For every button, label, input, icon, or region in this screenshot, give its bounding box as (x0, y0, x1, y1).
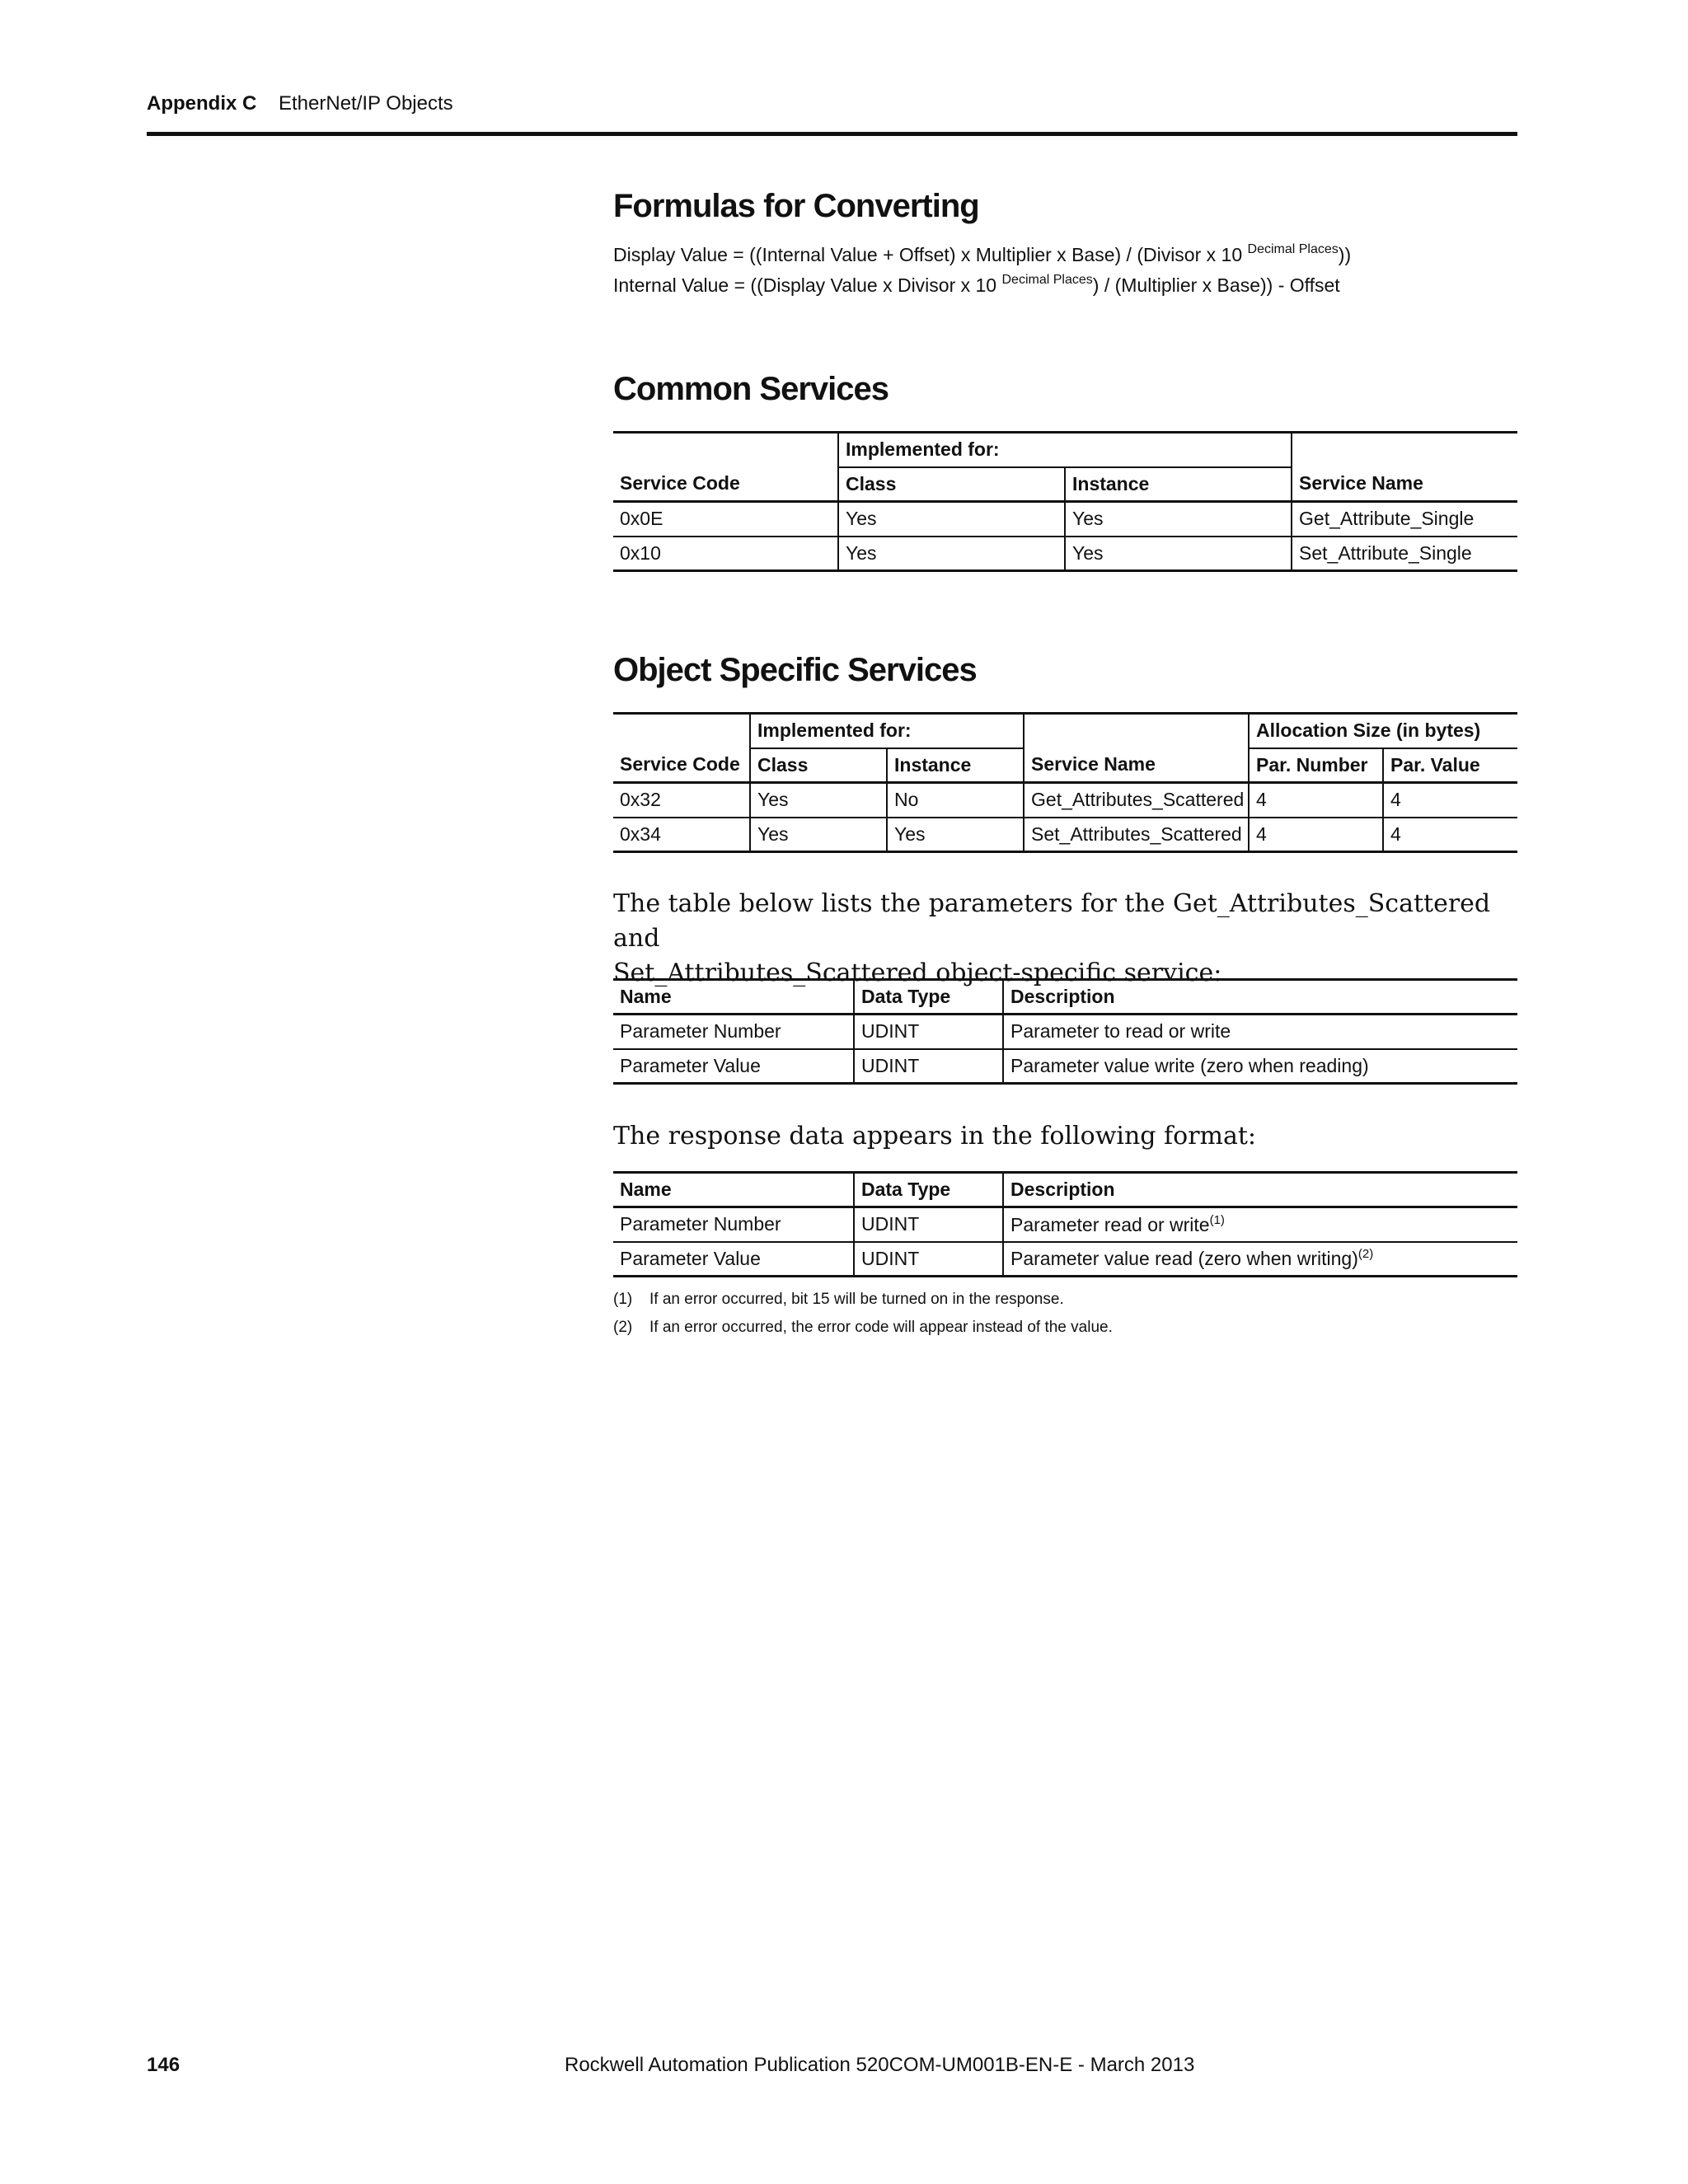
display-formula-post: )) (1338, 244, 1352, 265)
col-header-name: Name (613, 1173, 854, 1207)
response-table (613, 1171, 1517, 1277)
footnote-number: (2) (613, 1319, 633, 1336)
col-header-data-type: Data Type (854, 1173, 1003, 1207)
col-header-name: Name (613, 980, 854, 1015)
cell-description (1003, 1242, 1517, 1277)
internal-value-formula (613, 273, 1340, 297)
blank-cell (613, 433, 838, 467)
table-row (613, 818, 1517, 852)
cell-class: Yes (750, 818, 887, 852)
table-row (613, 1015, 1517, 1049)
blank-cell (1024, 714, 1249, 748)
col-header-service-name: Service Name (1292, 467, 1517, 502)
footnote-text: If an error occurred, the error code will appear instead of the value. (649, 1319, 1113, 1336)
col-header-description: Description (1003, 980, 1517, 1015)
cell-data-type: UDINT (854, 1242, 1003, 1277)
table-row (613, 1207, 1517, 1242)
cell-service-code: 0x32 (613, 783, 750, 818)
internal-formula-post: ) / (Multiplier x Base)) - Offset (1092, 274, 1340, 296)
cell-data-type: UDINT (854, 1207, 1003, 1242)
footnote-number: (1) (613, 1291, 633, 1308)
implemented-for-header: Implemented for: (750, 714, 1024, 748)
col-header-service-code: Service Code (613, 748, 750, 783)
header-rule (147, 132, 1517, 136)
cell-description: Parameter to read or write (1003, 1015, 1517, 1049)
cell-service-name: Get_Attribute_Single (1292, 502, 1517, 537)
cell-par-value: 4 (1383, 783, 1517, 818)
cell-par-number: 4 (1249, 818, 1383, 852)
formulas-heading: Formulas for Converting (613, 188, 979, 224)
page-number: 146 (147, 2054, 181, 2076)
col-header-service-name: Service Name (1024, 748, 1249, 783)
col-header-par-value: Par. Value (1383, 748, 1517, 783)
display-formula-sup: Decimal Places (1247, 242, 1339, 256)
params-intro-paragraph (613, 887, 1520, 991)
col-header-instance: Instance (1065, 467, 1292, 502)
internal-formula-pre: Internal Value = ((Display Value x Divisor x 10 (613, 274, 1002, 296)
header-section-title: EtherNet/IP Objects (279, 92, 453, 115)
cell-class: Yes (838, 502, 1065, 537)
footnote-text: If an error occurred, bit 15 will be turned on in the response. (649, 1291, 1064, 1308)
cell-name: Parameter Number (613, 1015, 854, 1049)
col-header-description: Description (1003, 1173, 1517, 1207)
params-intro-line-2: Set_Attributes_Scattered object-specific service: (613, 958, 1222, 987)
cell-data-type: UDINT (854, 1015, 1003, 1049)
cell-instance: Yes (1065, 537, 1292, 571)
cell-data-type: UDINT (854, 1049, 1003, 1084)
cell-name: Parameter Number (613, 1207, 854, 1242)
cell-description: Parameter value write (zero when reading) (1003, 1049, 1517, 1084)
table-row (613, 1242, 1517, 1277)
cell-class: Yes (750, 783, 887, 818)
cell-service-name: Get_Attributes_Scattered (1024, 783, 1249, 818)
description-text: Parameter value read (zero when writing) (1010, 1248, 1358, 1270)
header-appendix-label: Appendix C (147, 92, 257, 115)
cell-service-code: 0x10 (613, 537, 838, 571)
col-header-par-number: Par. Number (1249, 748, 1383, 783)
cell-par-number: 4 (1249, 783, 1383, 818)
cell-name: Parameter Value (613, 1049, 854, 1084)
col-header-data-type: Data Type (854, 980, 1003, 1015)
col-header-instance: Instance (887, 748, 1024, 783)
description-text: Parameter read or write (1010, 1213, 1210, 1235)
col-header-class: Class (750, 748, 887, 783)
table-row (613, 1049, 1517, 1084)
common-services-table (613, 431, 1517, 572)
common-services-heading: Common Services (613, 371, 889, 407)
internal-formula-sup: Decimal Places (1001, 273, 1093, 287)
cell-service-code: 0x34 (613, 818, 750, 852)
object-specific-table (613, 712, 1517, 853)
display-value-formula (613, 242, 1351, 266)
col-header-class: Class (838, 467, 1065, 502)
cell-instance: No (887, 783, 1024, 818)
table-row (613, 537, 1517, 571)
params-table (613, 978, 1517, 1085)
footnote-ref: (1) (1209, 1212, 1225, 1227)
blank-cell (613, 714, 750, 748)
table-row (613, 502, 1517, 537)
cell-service-name: Set_Attributes_Scattered (1024, 818, 1249, 852)
cell-par-value: 4 (1383, 818, 1517, 852)
cell-instance: Yes (887, 818, 1024, 852)
cell-description (1003, 1207, 1517, 1242)
publication-info: Rockwell Automation Publication 520COM-UM001B-EN-E - March 2013 (565, 2054, 1195, 2076)
footnote-1 (613, 1291, 1064, 1309)
params-intro-line-1: The table below lists the parameters for the Get_Attributes_Scattered and (613, 889, 1491, 953)
cell-class: Yes (838, 537, 1065, 571)
footnote-ref: (2) (1357, 1247, 1374, 1262)
response-intro-paragraph: The response data appears in the following format: (613, 1122, 1257, 1151)
table-row (613, 783, 1517, 818)
col-header-service-code: Service Code (613, 467, 838, 502)
object-specific-heading: Object Specific Services (613, 652, 977, 688)
cell-name: Parameter Value (613, 1242, 854, 1277)
cell-service-code: 0x0E (613, 502, 838, 537)
display-formula-pre: Display Value = ((Internal Value + Offset) x Multiplier x Base) / (Divisor x 10 (613, 244, 1248, 265)
cell-service-name: Set_Attribute_Single (1292, 537, 1517, 571)
blank-cell (1292, 433, 1517, 467)
implemented-for-header: Implemented for: (838, 433, 1292, 467)
cell-instance: Yes (1065, 502, 1292, 537)
footnote-2 (613, 1319, 1113, 1337)
allocation-size-header: Allocation Size (in bytes) (1249, 714, 1517, 748)
